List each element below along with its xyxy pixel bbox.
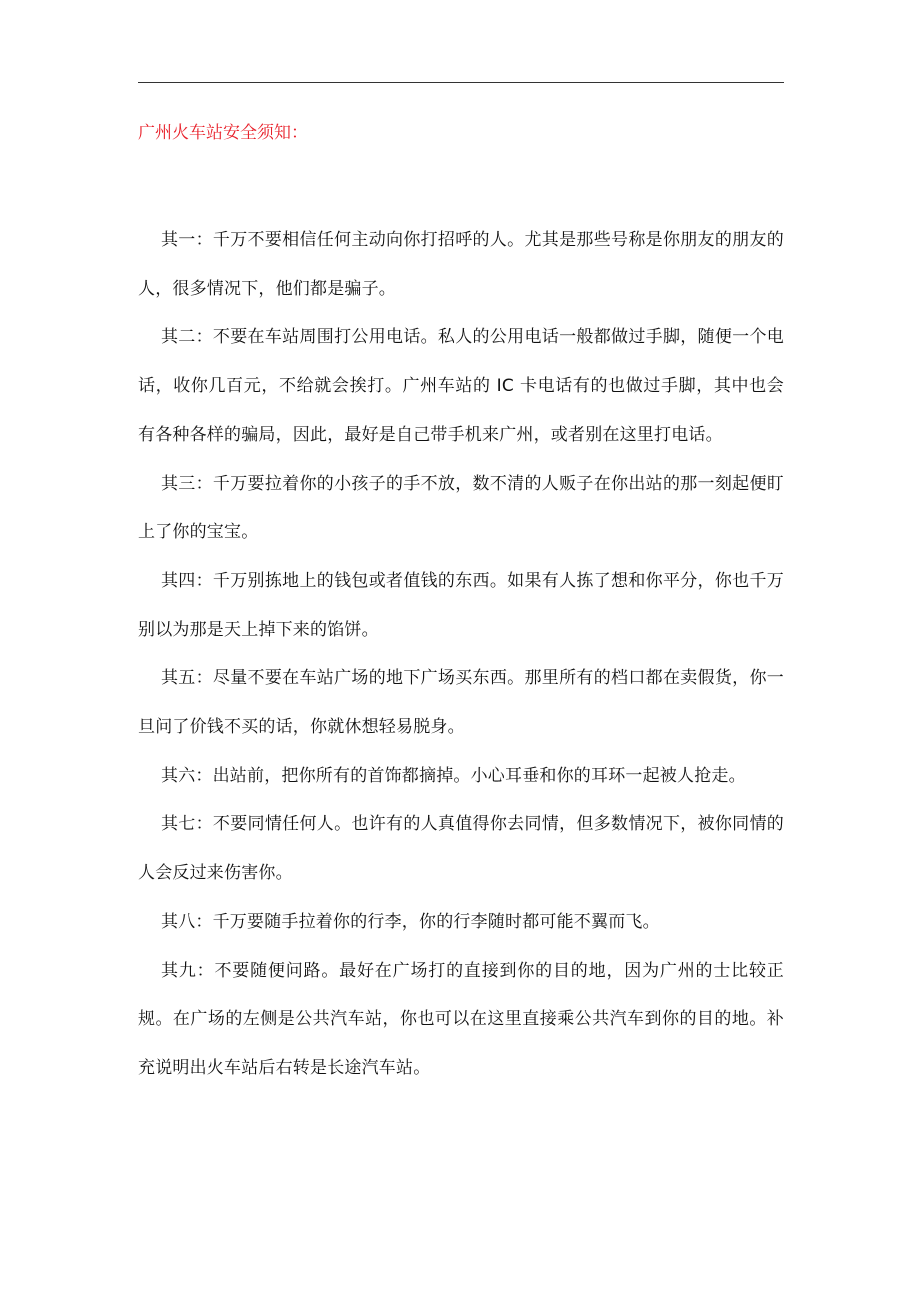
paragraph-5: 其五：尽量不要在车站广场的地下广场买东西。那里所有的档口都在卖假货，你一旦问了价钱不买的话，你就休想轻易脱身。 [138, 668, 784, 738]
paragraph-8: 其八：千万要随手拉着你的行李，你的行李随时都可能不翼而飞。 [161, 911, 660, 932]
paragraph-3: 其三：千万要拉着你的小孩子的手不放，数不清的人贩子在你出站的那一刻起便盯上了你的宝宝。 [138, 473, 784, 543]
paragraph-7: 其七：不要同情任何人。也许有的人真值得你去同情，但多数情况下，被你同情的人会反过来伤害你。 [138, 814, 784, 884]
paragraph-9: 其九：不要随便问路。最好在广场打的直接到你的目的地，因为广州的士比较正规。在广场的左侧是公共汽车站，你也可以在这里直接乘公共汽车到你的目的地。补充说明出火车站后右转是长途汽车站。 [138, 960, 784, 1078]
paragraph-1: 其一：千万不要相信任何主动向你打招呼的人。尤其是那些号称是你朋友的朋友的人，很多情况下，他们都是骗子。 [138, 230, 784, 299]
paragraph-2: 其二：不要在车站周围打公用电话。私人的公用电话一般都做过手脚，随便一个电话，收你几百元，不给就会挨打。广州车站的 IC 卡电话有的也做过手脚，其中也会有各种各样的骗局，因此，最好是自己带手机来广州，或者别在这里打电话。 [138, 327, 784, 445]
document-title: 广州火车站安全须知： [138, 123, 308, 143]
document-body [138, 216, 784, 1093]
paragraph-4: 其四：千万别拣地上的钱包或者值钱的东西。如果有人拣了想和你平分，你也千万别以为那是天上掉下来的馅饼。 [138, 570, 784, 640]
header-divider [138, 82, 784, 83]
paragraph-6: 其六：出站前，把你所有的首饰都摘掉。小心耳垂和你的耳环一起被人抢走。 [161, 765, 746, 786]
